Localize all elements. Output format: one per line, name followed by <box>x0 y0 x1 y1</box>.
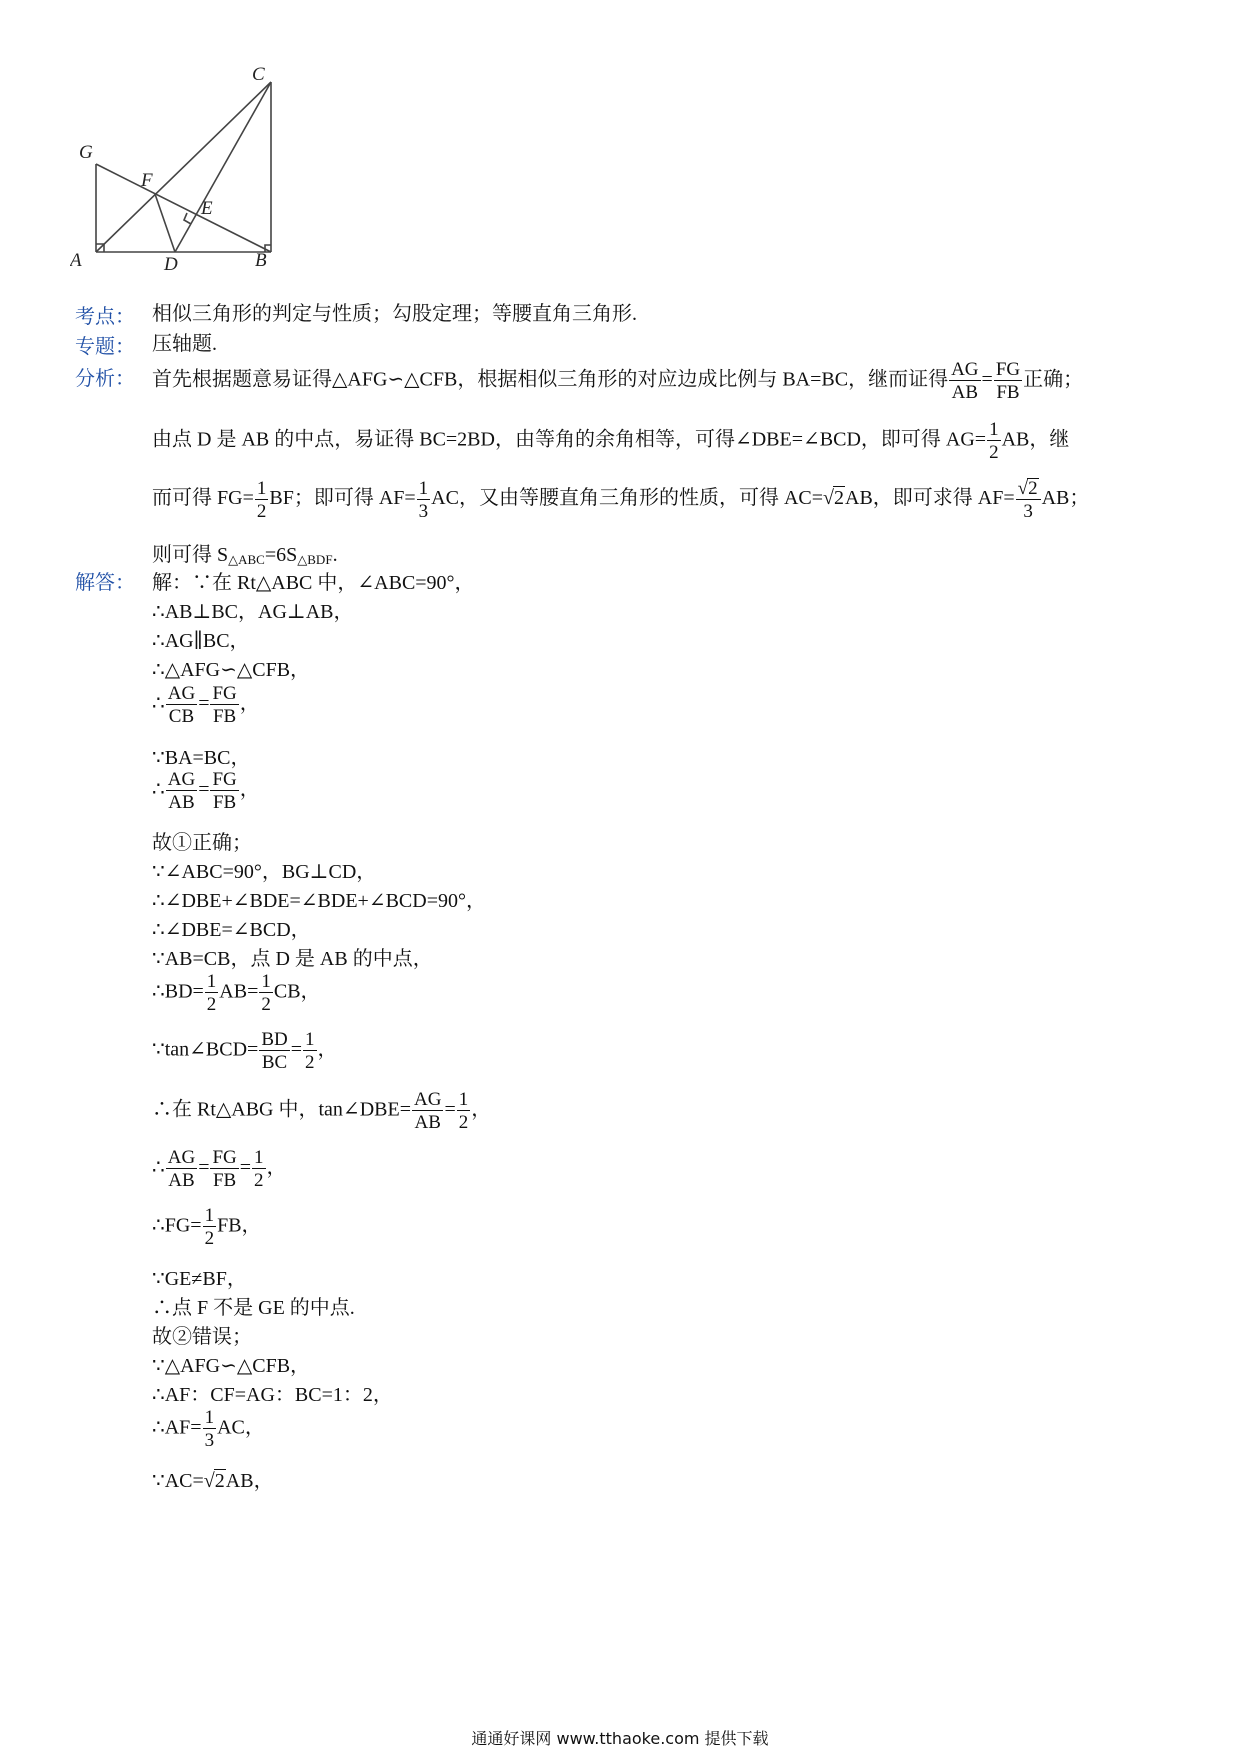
fraction: $\frac{1}{2}$ <box>254 1147 264 1191</box>
fenxi-line-3: 而可得 FG= $\frac{1}{2}$ BF；即可得 AF= $\frac{1}{3}$ AC，又由等腰直角三角形的性质，可得 AC=√2AB，即可求得 AF= $\frac{√2}{3}$ AB； <box>152 477 1090 522</box>
segment-gb <box>96 164 271 252</box>
label-f: F <box>141 170 153 191</box>
fraction: $\frac{1}{2}$ <box>206 971 217 1015</box>
fraction: $\frac{1}{2}$ <box>204 1205 215 1249</box>
label-g: G <box>79 142 93 163</box>
jieda-line: ∵BA=BC， <box>152 747 251 769</box>
fraction: $\frac{1}{2}$ <box>261 971 271 1015</box>
jieda-line: ∴∠DBE+∠BDE=∠BDE+∠BCD=90°， <box>152 890 486 912</box>
jieda-line: ∴FG= $\frac{1}{2}$ FB， <box>152 1205 262 1249</box>
fraction: $\frac{1}{3}$ <box>418 477 429 522</box>
jieda-line: ∴△AFG∽△CFB， <box>152 659 311 681</box>
jieda-line: ∴∠DBE=∠BCD， <box>152 919 311 941</box>
jieda-line: ∴AF：CF=AG：BC=1：2， <box>152 1384 393 1406</box>
kaodian-label: 考点： <box>75 306 135 328</box>
fraction: $\frac{AG}{AB}$ <box>167 769 196 813</box>
fenxi-line-4: 则可得 $S_{\triangle ABC}=6S_{\triangle BDF}$. <box>152 544 338 567</box>
fraction: $\frac{1}{3}$ <box>204 1407 215 1451</box>
zhuanti-text: 压轴题. <box>152 333 217 355</box>
zhuanti-label: 专题： <box>75 336 135 358</box>
segment-dc <box>175 82 271 252</box>
jieda-line: ∴在 Rt△ABG 中，tan∠DBE= $\frac{AG}{AB}$ = $\frac{1}{2}$ ， <box>152 1089 492 1133</box>
fraction: $\frac{FG}{FB}$ <box>212 1147 237 1191</box>
fraction: $\frac{BD}{BC}$ <box>261 1029 288 1073</box>
label-a: A <box>70 250 82 271</box>
fraction: $\frac{1}{2}$ <box>305 1029 315 1073</box>
jieda-line: ∴ $\frac{AG}{AB}$ = $\frac{FG}{FB}$ = $\frac{1}{2}$ ， <box>152 1147 287 1191</box>
fraction: $\frac{FG}{FB}$ <box>212 769 237 813</box>
jieda-line: 故②错误； <box>152 1326 252 1348</box>
jieda-line: 故①正确； <box>152 832 252 854</box>
jieda-line: ∴AB⊥BC，AG⊥AB， <box>152 601 354 623</box>
jieda-line: ∴AF= $\frac{1}{3}$ AC， <box>152 1407 265 1451</box>
jieda-line: ∴点 F 不是 GE 的中点. <box>152 1297 355 1319</box>
jieda-line: ∵AC=√2AB， <box>152 1470 274 1492</box>
fraction: $\frac{AG}{AB}$ <box>413 1089 442 1133</box>
jieda-line: ∵△AFG∽△CFB， <box>152 1355 311 1377</box>
fraction: $\frac{1}{2}$ <box>458 1089 469 1133</box>
label-b: B <box>255 250 267 271</box>
jieda-line: ∵tan∠BCD= $\frac{BD}{BC}$ = $\frac{1}{2}$ ， <box>152 1029 338 1073</box>
fraction: $\frac{FG}{FB}$ <box>212 683 237 727</box>
jieda-line: ∵AB=CB，点 D 是 AB 的中点， <box>152 948 433 970</box>
fraction: $\frac{AG}{AB}$ <box>951 359 979 403</box>
fraction: $\frac{1}{2}$ <box>989 419 999 463</box>
right-angle-mark-e <box>184 213 191 224</box>
fraction: $\frac{√2}{3}$ <box>1016 478 1041 521</box>
jieda-label: 解答： <box>75 572 135 594</box>
page-footer: 通通好课网 www.tthaoke.com 提供下载 <box>471 1729 769 1748</box>
jieda-line: ∵∠ABC=90°，BG⊥CD， <box>152 861 377 883</box>
jieda-line: ∵GE≠BF， <box>152 1268 247 1290</box>
fraction: $\frac{1}{2}$ <box>256 477 267 522</box>
jieda-line: ∴BD= $\frac{1}{2}$ AB= $\frac{1}{2}$ CB， <box>152 971 321 1015</box>
jieda-line: ∴AG∥BC， <box>152 630 250 652</box>
fraction: $\frac{FG}{FB}$ <box>995 359 1021 403</box>
segment-ac <box>96 82 271 252</box>
jieda-line: ∴ $\frac{AG}{CB}$ = $\frac{FG}{FB}$ ， <box>152 683 260 727</box>
label-c: C <box>252 64 265 85</box>
jieda-line: ∴ $\frac{AG}{AB}$ = $\frac{FG}{FB}$ ， <box>152 769 260 813</box>
fraction: $\frac{AG}{CB}$ <box>167 683 196 727</box>
geometry-figure <box>70 60 310 310</box>
fenxi-line-1: 首先根据题意易证得△AFG∽△CFB，根据相似三角形的对应边成比例与 BA=BC，继而证得 $\frac{AG}{AB}$ = $\frac{FG}{FB}$ 正确； <box>152 359 1084 403</box>
fenxi-label: 分析： <box>75 368 135 390</box>
label-d: D <box>164 254 178 275</box>
kaodian-text: 相似三角形的判定与性质；勾股定理；等腰直角三角形. <box>152 303 637 325</box>
fenxi-line-2: 由点 D 是 AB 的中点，易证得 BC=2BD，由等角的余角相等，可得∠DBE=∠BCD，即可得 AG= $\frac{1}{2}$ AB，继 <box>152 419 1070 463</box>
jieda-line: 解：∵在 Rt△ABC 中，∠ABC=90°， <box>152 572 475 594</box>
fraction: $\frac{AG}{AB}$ <box>167 1147 196 1191</box>
label-e: E <box>201 198 213 219</box>
